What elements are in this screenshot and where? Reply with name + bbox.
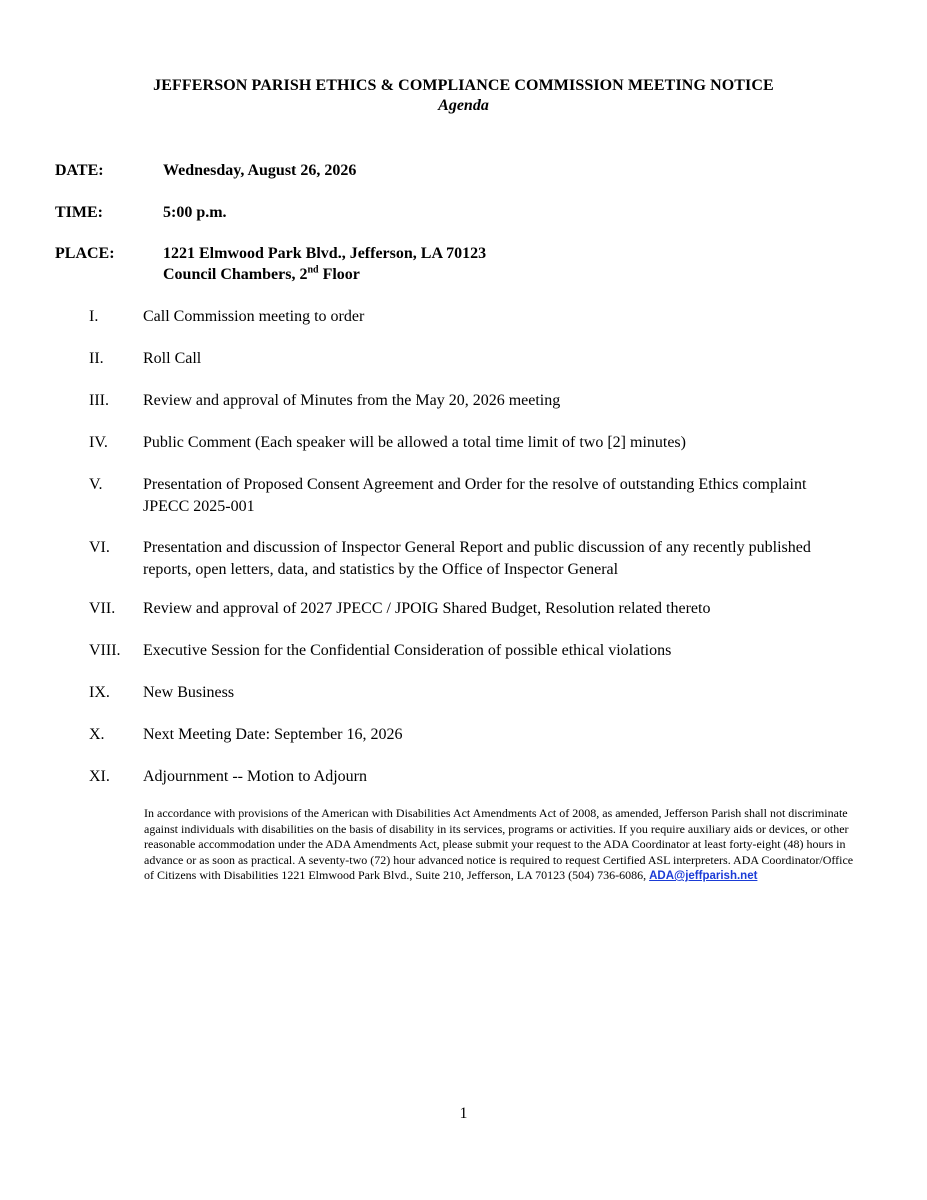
agenda-item-number: XI. xyxy=(89,768,110,785)
agenda-item-number: VIII. xyxy=(89,642,121,659)
ada-email-link[interactable]: ADA@jeffparish.net xyxy=(649,870,758,882)
agenda-item-number: X. xyxy=(89,726,105,743)
page-number: 1 xyxy=(459,1105,468,1122)
ada-notice-text: In accordance with provisions of the American with Disabilities Act Amendments Act of 2008, as amended, Jefferson Parish shall not discriminate against individuals with disabilities on the basis of disability in its services, programs or activities. If you require auxiliary aids or devices, or other reasonable accommodation under the ADA Amendments Act, please submit your request to the ADA Coordinator at least forty-eight (48) hours in advance or as soon as practical. A seventy-two (72) hour advanced notice is required to request Certified ASL interpreters. ADA Coordinator/Office of Citizens with Disabilities 1221 Elmwood Park Blvd., Suite 210, Jefferson, LA 70123 (504) 736-6086, xyxy=(144,806,854,882)
place-room-prefix: Council Chambers, 2 xyxy=(163,266,308,283)
time-label: TIME: xyxy=(55,204,103,221)
agenda-item-number: IX. xyxy=(89,684,110,701)
agenda-item-text: New Business xyxy=(143,684,235,701)
agenda-item-number: IV. xyxy=(89,434,108,451)
agenda-item-number: III. xyxy=(89,392,109,409)
document-subtitle: Agenda xyxy=(438,97,489,114)
agenda-item-number: V. xyxy=(89,476,103,493)
time-value: 5:00 p.m. xyxy=(163,204,227,221)
agenda-item-text: Executive Session for the Confidential Consideration of possible ethical violations xyxy=(143,642,672,659)
agenda-item-number: I. xyxy=(89,308,99,325)
place-room xyxy=(163,264,863,285)
place-value xyxy=(163,243,863,285)
agenda-item-text: Presentation of Proposed Consent Agreement and Order for the resolve of outstanding Ethics complaint JPECC 2025-001 xyxy=(143,476,807,515)
place-label: PLACE: xyxy=(55,245,115,262)
place-room-ordinal: nd xyxy=(307,264,319,276)
date-label: DATE: xyxy=(55,162,104,179)
document-header xyxy=(0,76,927,116)
agenda-item-number: II. xyxy=(89,350,104,367)
agenda-item-text: Presentation and discussion of Inspector General Report and public discussion of any recently published reports, open letters, data, and statistics by the Office of Inspector General xyxy=(143,539,811,578)
document-title: JEFFERSON PARISH ETHICS & COMPLIANCE COMMISSION MEETING NOTICE xyxy=(153,77,774,94)
date-value: Wednesday, August 26, 2026 xyxy=(163,162,357,179)
place-address: 1221 Elmwood Park Blvd., Jefferson, LA 70123 xyxy=(163,245,487,262)
place-room-suffix: Floor xyxy=(318,266,360,283)
agenda-item-text: Roll Call xyxy=(143,350,202,367)
ada-notice xyxy=(144,806,862,885)
agenda-item-text: Adjournment -- Motion to Adjourn xyxy=(143,768,367,785)
agenda-item-text: Review and approval of Minutes from the May 20, 2026 meeting xyxy=(143,392,561,409)
agenda-item-number: VII. xyxy=(89,600,116,617)
agenda-item-text: Review and approval of 2027 JPECC / JPOIG Shared Budget, Resolution related thereto xyxy=(143,600,711,617)
agenda-item-text: Call Commission meeting to order xyxy=(143,308,365,325)
agenda-item-number: VI. xyxy=(89,539,110,556)
agenda-item-text: Next Meeting Date: September 16, 2026 xyxy=(143,726,403,743)
agenda-item-text: Public Comment (Each speaker will be allowed a total time limit of two [2] minutes) xyxy=(143,434,686,451)
